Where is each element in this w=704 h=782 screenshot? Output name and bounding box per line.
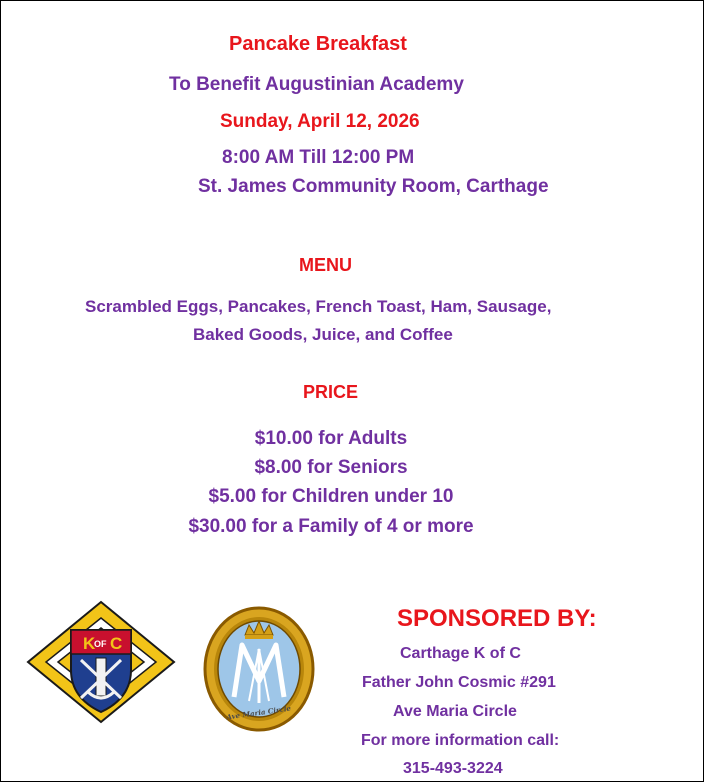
price-item: $5.00 for Children under 10 [208, 486, 454, 507]
event-date: Sunday, April 12, 2026 [220, 111, 420, 132]
sponsor-item: Father John Cosmic #291 [362, 674, 556, 691]
knights-of-columbus-emblem-icon [26, 600, 176, 724]
menu-line-2: Baked Goods, Juice, and Coffee [193, 325, 453, 344]
price-heading: PRICE [303, 382, 359, 402]
kofc-letter-c: C [110, 634, 123, 653]
price-item: $10.00 for Adults [254, 428, 408, 449]
event-title: Pancake Breakfast [229, 33, 407, 55]
menu-line-1: Scrambled Eggs, Pancakes, French Toast, Ham, Sausage, [85, 297, 552, 316]
kofc-letter-k: K [83, 634, 96, 653]
event-time: 8:00 AM Till 12:00 PM [222, 147, 415, 168]
sponsor-item: Ave Maria Circle [393, 703, 517, 720]
price-item: $8.00 for Seniors [254, 457, 408, 478]
info-label: For more information call: [361, 732, 560, 749]
event-benefit: To Benefit Augustinian Academy [169, 74, 464, 95]
phone-number: 315-493-3224 [403, 760, 503, 777]
ave-maria-circle-emblem-icon [202, 605, 316, 733]
sponsors-heading: SPONSORED BY: [397, 605, 597, 632]
ave-maria-logo-text: Ave Maria Circle [225, 703, 292, 722]
event-location: St. James Community Room, Carthage [198, 176, 549, 197]
kofc-letter-of: OF [94, 639, 107, 649]
price-item: $30.00 for a Family of 4 or more [188, 516, 474, 537]
sponsor-item: Carthage K of C [400, 645, 521, 662]
menu-heading: MENU [299, 255, 352, 275]
